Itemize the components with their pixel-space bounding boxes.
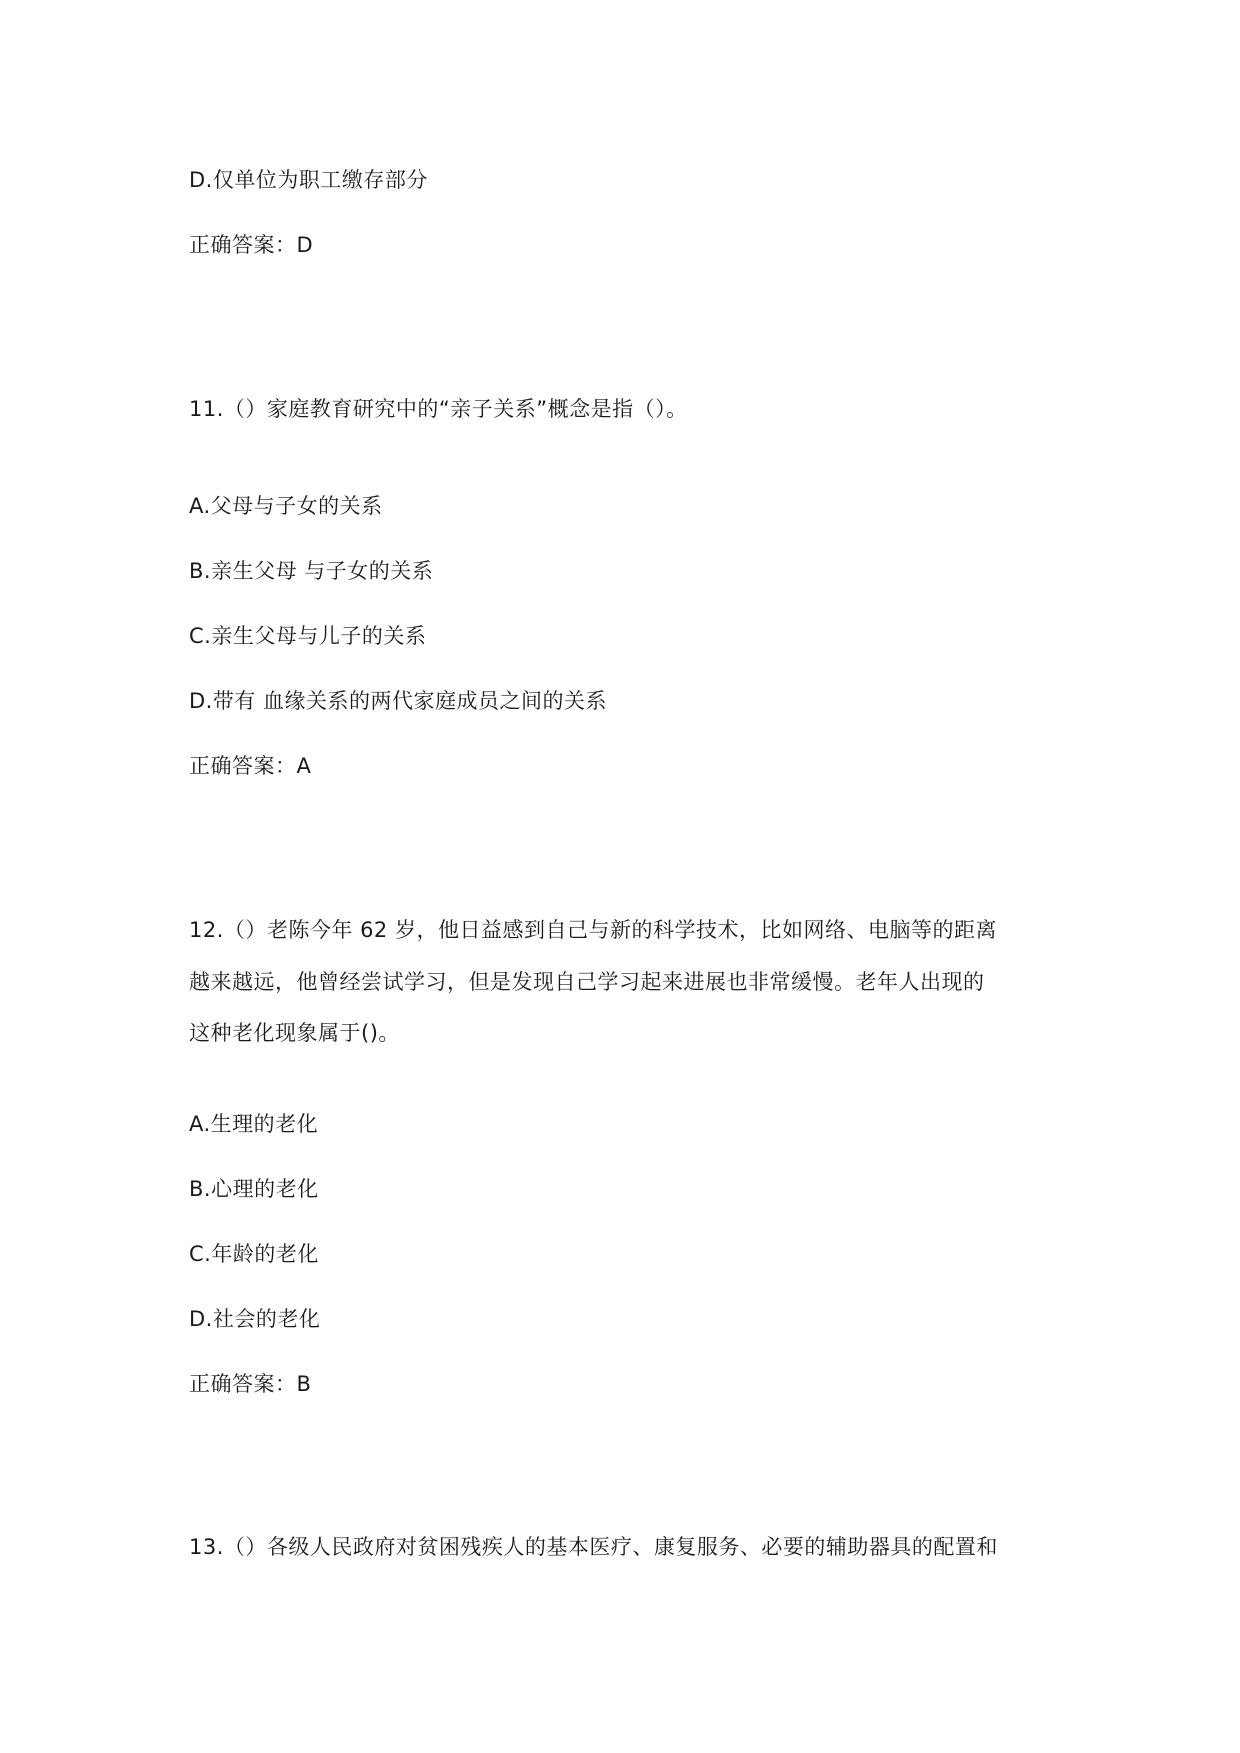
q12-option-a: A.生理的老化 <box>189 1112 319 1136</box>
q11-option-b: B.亲生父母 与子女的关系 <box>189 559 434 583</box>
q12-option-c: C.年龄的老化 <box>189 1242 319 1266</box>
q12-stem-line-1: 12.（）老陈今年 62 岁，他日益感到自己与新的科学技术，比如网络、电脑等的距离 <box>189 918 997 942</box>
q12-answer: 正确答案：B <box>189 1372 312 1396</box>
q11-option-d: D.带有 血缘关系的两代家庭成员之间的关系 <box>189 689 608 713</box>
q11-stem: 11.（）家庭教育研究中的“亲子关系”概念是指（）。 <box>189 397 688 421</box>
q10-option-d: D.仅单位为职工缴存部分 <box>189 168 428 192</box>
q13-stem: 13.（）各级人民政府对贫困残疾人的基本医疗、康复服务、必要的辅助器具的配置和 <box>189 1535 998 1559</box>
q12-option-d: D.社会的老化 <box>189 1307 321 1331</box>
q11-option-c: C.亲生父母与儿子的关系 <box>189 624 427 648</box>
q11-option-a: A.父母与子女的关系 <box>189 494 383 518</box>
q12-stem-line-3: 这种老化现象属于()。 <box>189 1021 400 1045</box>
q12-option-b: B.心理的老化 <box>189 1177 319 1201</box>
q10-answer: 正确答案：D <box>189 233 314 257</box>
q12-stem-line-2: 越来越远，他曾经尝试学习，但是发现自己学习起来进展也非常缓慢。老年人出现的 <box>189 970 985 994</box>
q11-answer: 正确答案：A <box>189 754 312 778</box>
